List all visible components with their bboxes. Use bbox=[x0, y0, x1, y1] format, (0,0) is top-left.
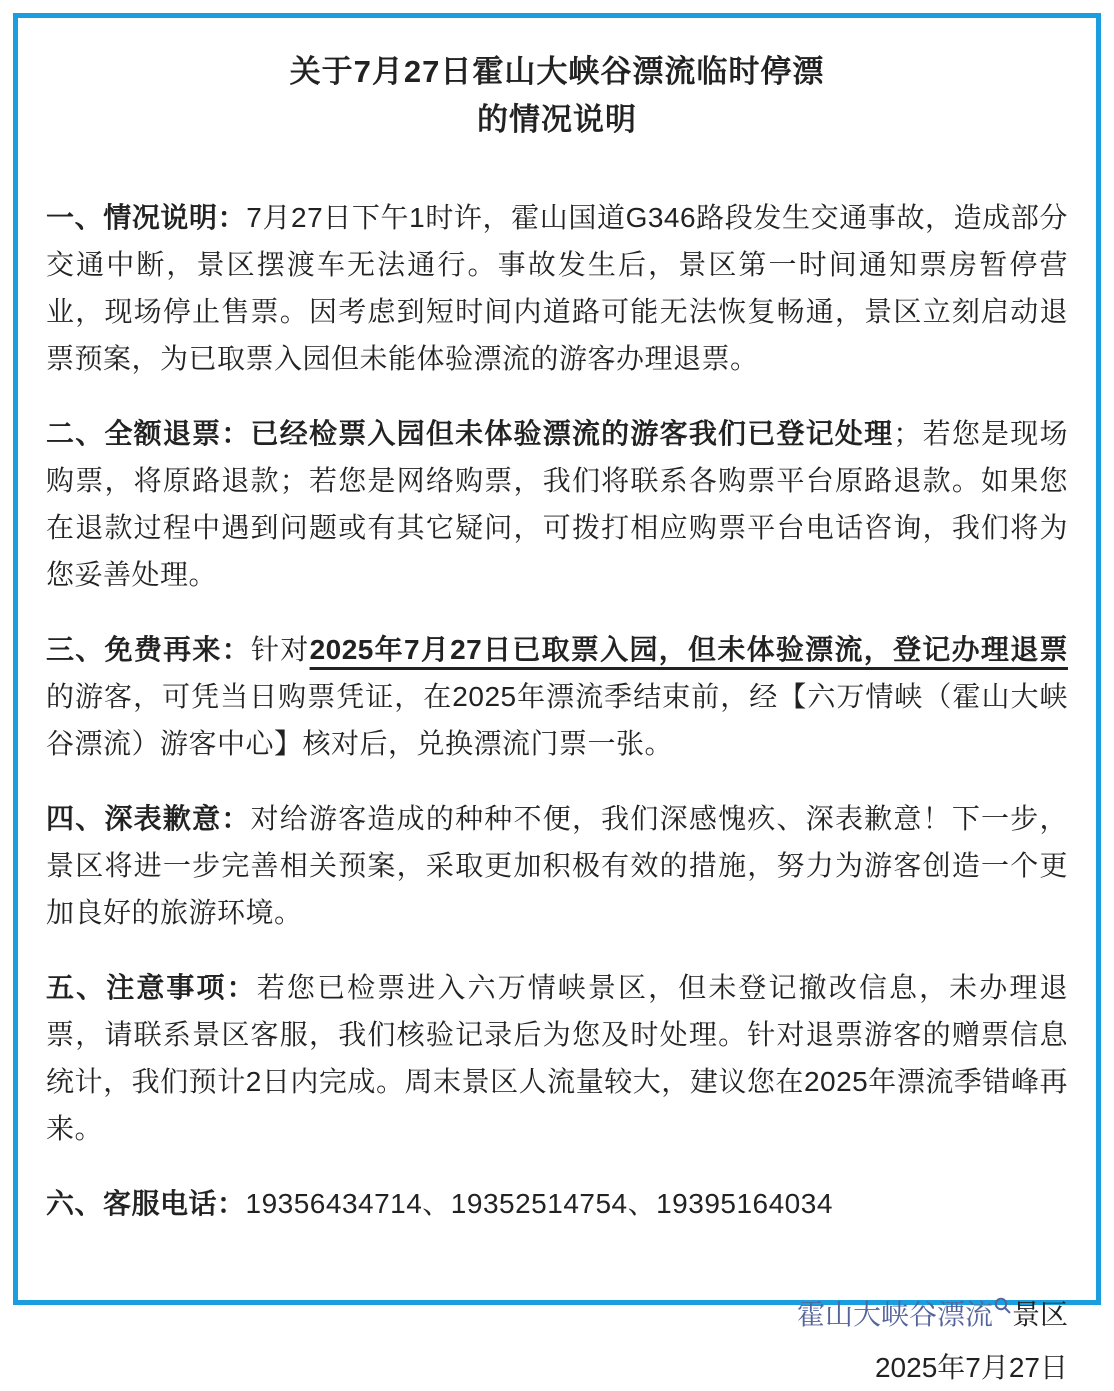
section-heading-run: 二、全额退票：已经检票入园但未体验漂流的游客我们已登记处理 bbox=[46, 418, 894, 449]
notice-paragraph bbox=[46, 795, 1068, 936]
signature-line bbox=[46, 1291, 1068, 1338]
notice-paragraph bbox=[46, 964, 1068, 1152]
text-run: 针对 bbox=[251, 634, 310, 665]
notice-title-line2: 的情况说明 bbox=[477, 102, 637, 137]
notice-paragraph bbox=[46, 626, 1068, 767]
section-heading-run: 六、客服电话： bbox=[46, 1188, 246, 1219]
section-heading-run: 四、深表歉意： bbox=[46, 803, 251, 834]
section-heading-run: 一、情况说明： bbox=[46, 202, 247, 233]
text-run: ；若您是现场购票，将原路退款；若您是网络购票，我们将联系各购票平台原路退款。如果您在退款过程中遇到问题或有其它疑问，可拨打相应购票平台电话咨询，我们将为您妥善处理。 bbox=[46, 418, 1068, 590]
notice-paragraph bbox=[46, 194, 1068, 382]
signature-suffix: 景区 bbox=[1011, 1299, 1068, 1330]
emphasis-underline-run: 2025年7月27日已取票入园，但未体验漂流，登记办理退票 bbox=[309, 634, 1068, 665]
notice-title bbox=[46, 48, 1068, 144]
text-run: 的游客，可凭当日购票凭证，在2025年漂流季结束前，经【六万情峡（霍山大峡谷漂流）游客中心】核对后，兑换漂流门票一张。 bbox=[46, 681, 1068, 759]
scenic-area-link[interactable]: 霍山大峡谷漂流 bbox=[796, 1299, 993, 1330]
text-run: 19356434714、19352514754、19395164034 bbox=[245, 1188, 833, 1219]
section-heading-run: 三、免费再来： bbox=[46, 634, 252, 665]
notice-date: 2025年7月27日 bbox=[874, 1352, 1068, 1383]
notice-document bbox=[13, 13, 1101, 1383]
search-icon[interactable] bbox=[994, 1297, 1011, 1314]
text-run: 对给游客造成的种种不便，我们深感愧疚、深表歉意！下一步，景区将进一步完善相关预案，采取更加积极有效的措施，努力为游客创造一个更加良好的旅游环境。 bbox=[46, 803, 1068, 928]
notice-paragraph bbox=[46, 1180, 1068, 1227]
notice-paragraph bbox=[46, 410, 1068, 598]
section-heading-run: 五、注意事项： bbox=[46, 972, 257, 1003]
notice-body bbox=[46, 194, 1068, 1227]
notice-title-line1: 关于7月27日霍山大峡谷漂流临时停漂 bbox=[289, 54, 825, 89]
text-run: 若您已检票进入六万情峡景区，但未登记撤改信息，未办理退票，请联系景区客服，我们核验记录后为您及时处理。针对退票游客的赠票信息统计，我们预计2日内完成。周末景区人流量较大，建议您在2025年漂流季错峰再来。 bbox=[46, 972, 1068, 1144]
text-run: 7月27日下午1时许，霍山国道G346路段发生交通事故，造成部分交通中断，景区摆渡车无法通行。事故发生后，景区第一时间通知票房暂停营业，现场停止售票。因考虑到短时间内道路可能无法恢复畅通，景区立刻启动退票预案，为已取票入园但未能体验漂流的游客办理退票。 bbox=[46, 202, 1068, 374]
notice-footer bbox=[46, 1291, 1068, 1391]
